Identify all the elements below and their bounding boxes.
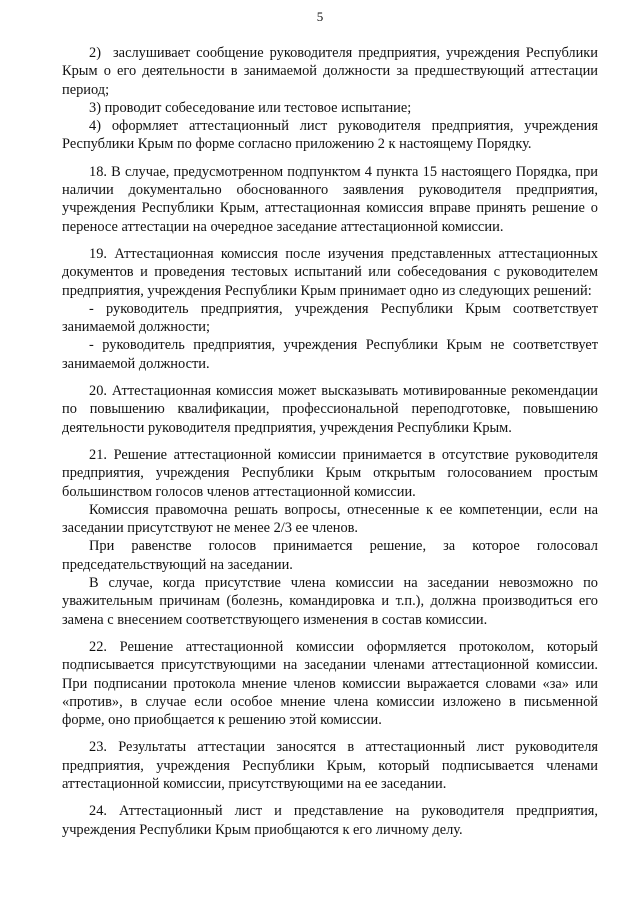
paragraph-19: 19. Аттестационная комиссия после изучения представленных аттестационных документов и проведения тестовых испытаний или собеседования с руководителем предприятия, учреждения Республики Крым принимает одно из следующих решений: [62, 245, 598, 299]
paragraph-item-3: 3) проводит собеседование или тестовое испытание; [89, 99, 412, 116]
paragraph-item-4: 4) оформляет аттестационный лист руководителя предприятия, учреждения Республики Крым по форме согласно приложению 2 к настоящему Порядку. [62, 118, 598, 153]
paragraph-21-quorum: Комиссия правомочна решать вопросы, отнесенные к ее компетенции, если на заседании присутствуют не менее 2/3 ее членов. [62, 501, 598, 537]
paragraph-21: 21. Решение аттестационной комиссии принимается в отсутствие руководителя предприятия, учреждения Республики Крым открытым голосованием простым большинством голосов членов аттестационной комиссии. [62, 446, 598, 500]
paragraph-24: 24. Аттестационный лист и представление на руководителя предприятия, учреждения Республики Крым приобщаются к его личному делу. [62, 803, 598, 838]
page-number: 5 [316, 9, 324, 24]
paragraph-22: 22. Решение аттестационной комиссии оформляется протоколом, который подписывается присутствующими на заседании членами аттестационной комиссии. При подписании протокола мнение членов комиссии выражается словами «за» или «против», в случае если особое мнение члена комиссии изложено в письменной форме, оно приобщается к решению этой комиссии. [62, 638, 598, 729]
paragraph-20: 20. Аттестационная комиссия может высказывать мотивированные рекомендации по повышению квалификации, профессиональной переподготовке, повышению деятельности руководителя предприятия, учреждения Республики Крым. [62, 383, 598, 436]
paragraph-item-2: 2) заслушивает сообщение руководителя предприятия, учреждения Республики Крым о его деятельности в занимаемой должности за предшествующий аттестации период; [62, 45, 598, 98]
paragraph-21-replacement: В случае, когда присутствие члена комиссии на заседании невозможно по уважительным причинам (болезнь, командировка и т.п.), должна производиться его замена с внесением соответствующего изменения в состав комиссии. [62, 575, 598, 628]
paragraph-23: 23. Результаты аттестации заносятся в аттестационный лист руководителя предприятия, учреждения Республики Крым, который подписывается членами аттестационной комиссии, присутствующими на ее заседании. [62, 739, 598, 792]
paragraph-19-option-not-complies: - руководитель предприятия, учреждения Республики Крым не соответствует занимаемой должности. [62, 337, 598, 372]
document-body [62, 44, 598, 839]
paragraph-21-tie: При равенстве голосов принимается решение, за которое голосовал председательствующий на заседании. [62, 538, 598, 573]
paragraph-18: 18. В случае, предусмотренном подпунктом 4 пункта 15 настоящего Порядка, при наличии документально обоснованного заявления руководителя предприятия, учреждения Республики Крым, аттестационная комиссия вправе принять решение о переносе аттестации на очередное заседание аттестационной комиссии. [62, 163, 598, 235]
paragraph-19-option-complies: - руководитель предприятия, учреждения Республики Крым соответствует занимаемой должности; [62, 300, 598, 336]
